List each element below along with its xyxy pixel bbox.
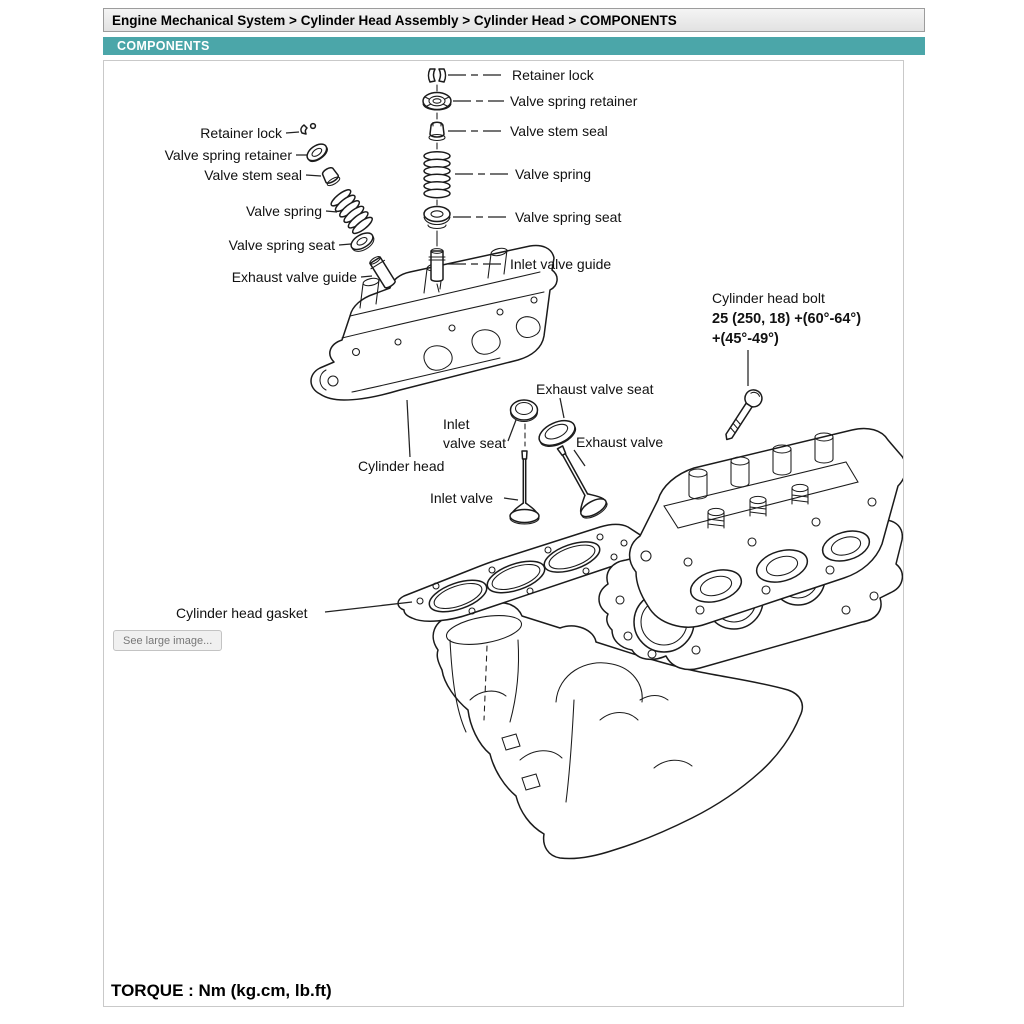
inlet-valve-seat-drawing bbox=[511, 400, 538, 422]
label-valve-spring-seat-center: Valve spring seat bbox=[515, 209, 622, 225]
valve-spring-center-drawing bbox=[424, 152, 450, 198]
label-retainer-lock-left: Retainer lock bbox=[200, 125, 282, 141]
retainer-lock-center-drawing bbox=[429, 69, 446, 82]
valve-stem-seal-left-drawing bbox=[320, 166, 341, 188]
label-exhaust-valve-seat: Exhaust valve seat bbox=[536, 381, 654, 397]
retainer-lock-left-drawing bbox=[301, 124, 315, 134]
label-valve-spring-seat-left: Valve spring seat bbox=[228, 237, 335, 253]
exploded-valve-parts-center bbox=[423, 69, 451, 292]
see-large-image-button[interactable]: See large image... bbox=[113, 630, 222, 651]
diagram-panel bbox=[103, 60, 904, 1007]
label-inlet-valve-seat-line2: valve seat bbox=[443, 435, 507, 451]
cylinder-head-bolt-drawing bbox=[720, 387, 766, 444]
inlet-valve-guide-drawing bbox=[429, 249, 445, 282]
exhaust-valve-drawing bbox=[548, 441, 610, 522]
label-cylinder-head-bolt: Cylinder head bolt bbox=[712, 290, 825, 306]
label-inlet-valve-guide: Inlet valve guide bbox=[510, 256, 612, 272]
exhaust-valve-seat-drawing bbox=[535, 416, 579, 452]
label-valve-spring-center: Valve spring bbox=[515, 166, 592, 182]
components-diagram bbox=[104, 61, 903, 1006]
breadcrumb bbox=[103, 8, 925, 32]
label-valve-stem-seal-center: Valve stem seal bbox=[510, 123, 608, 139]
label-exhaust-valve: Exhaust valve bbox=[576, 434, 664, 450]
inlet-valve-drawing bbox=[510, 451, 539, 524]
label-valve-spring-retainer-left: Valve spring retainer bbox=[164, 147, 292, 163]
valve-spring-seat-center-drawing bbox=[424, 207, 450, 229]
label-inlet-valve-seat-line1: Inlet bbox=[443, 416, 470, 432]
label-cylinder-head-gasket: Cylinder head gasket bbox=[176, 605, 308, 621]
label-retainer-lock-center: Retainer lock bbox=[512, 67, 594, 83]
label-valve-stem-seal-left: Valve stem seal bbox=[204, 167, 302, 183]
breadcrumb-text: Engine Mechanical System > Cylinder Head Assembly > Cylinder Head > COMPONENTS bbox=[112, 12, 677, 28]
label-bolt-torque-spec-2: +(45°-49°) bbox=[712, 331, 779, 347]
label-bolt-torque-spec-1: 25 (250, 18) +(60°-64°) bbox=[712, 311, 862, 327]
label-cylinder-head: Cylinder head bbox=[358, 458, 445, 474]
valve-spring-retainer-center-drawing bbox=[423, 93, 451, 111]
label-valve-spring-retainer-center: Valve spring retainer bbox=[510, 93, 638, 109]
valve-stem-seal-center-drawing bbox=[429, 122, 445, 140]
section-title: COMPONENTS bbox=[117, 39, 210, 53]
label-valve-spring-left: Valve spring bbox=[245, 203, 322, 219]
torque-note: TORQUE : Nm (kg.cm, lb.ft) bbox=[111, 981, 332, 1000]
label-exhaust-valve-guide: Exhaust valve guide bbox=[231, 269, 357, 285]
section-header bbox=[103, 37, 925, 55]
exhaust-valve-guide-drawing bbox=[367, 254, 398, 290]
label-inlet-valve: Inlet valve bbox=[430, 490, 494, 506]
valve-spring-retainer-left-drawing bbox=[304, 141, 330, 165]
